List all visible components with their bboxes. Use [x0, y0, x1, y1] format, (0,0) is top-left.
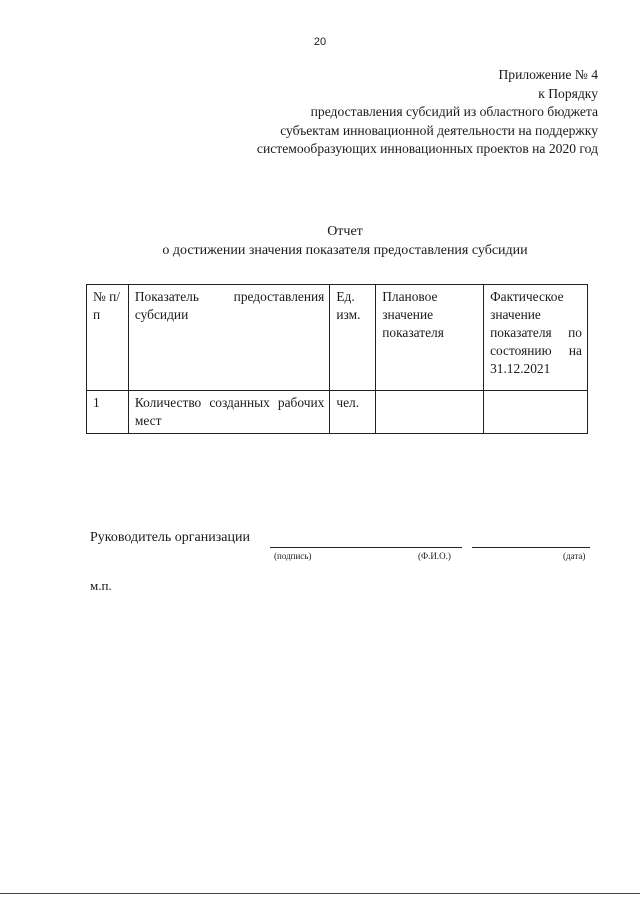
caption-date: (дата) — [563, 551, 586, 561]
table-header-row — [87, 285, 588, 391]
header-planned: Плановое значение показателя — [376, 285, 484, 391]
row-indicator: Количество созданных рабочих мест — [128, 391, 329, 434]
appendix-line-1: Приложение № 4 — [498, 67, 598, 82]
name-line — [346, 546, 462, 547]
appendix-line-2: к Порядку — [538, 85, 598, 101]
caption-name: (Ф.И.О.) — [418, 551, 451, 561]
report-title: Отчет — [327, 224, 363, 239]
signature-label: Руководитель организации — [90, 530, 250, 545]
header-actual: Фактическое значение показателя по состоянию на 31.12.2021 — [484, 285, 588, 391]
appendix-line-3: предоставления субсидий из областного бюджета — [310, 104, 598, 119]
report-heading — [0, 222, 640, 260]
header-num: № п/п — [87, 285, 129, 391]
bottom-rule — [0, 893, 640, 894]
header-unit: Ед. изм. — [330, 285, 376, 391]
appendix-line-4: субъектам инновационной деятельности на поддержку — [280, 122, 598, 138]
caption-signature: (подпись) — [274, 551, 312, 561]
appendix-block — [257, 66, 598, 159]
stamp-mark: м.п. — [90, 578, 112, 593]
appendix-line-5: системообразующих инновационных проектов на 2020 год — [256, 141, 598, 156]
page-number: 20 — [313, 36, 327, 48]
row-num: 1 — [87, 391, 129, 434]
row-unit: чел. — [330, 391, 376, 434]
date-line — [472, 546, 590, 548]
table-row — [87, 391, 588, 434]
row-actual — [484, 391, 588, 434]
row-planned — [376, 391, 484, 434]
report-subtitle: о достижении значения показателя предоставления субсидии — [162, 243, 528, 258]
header-indicator: Показатель предоставления субсидии — [128, 285, 329, 391]
indicator-table — [86, 284, 588, 434]
